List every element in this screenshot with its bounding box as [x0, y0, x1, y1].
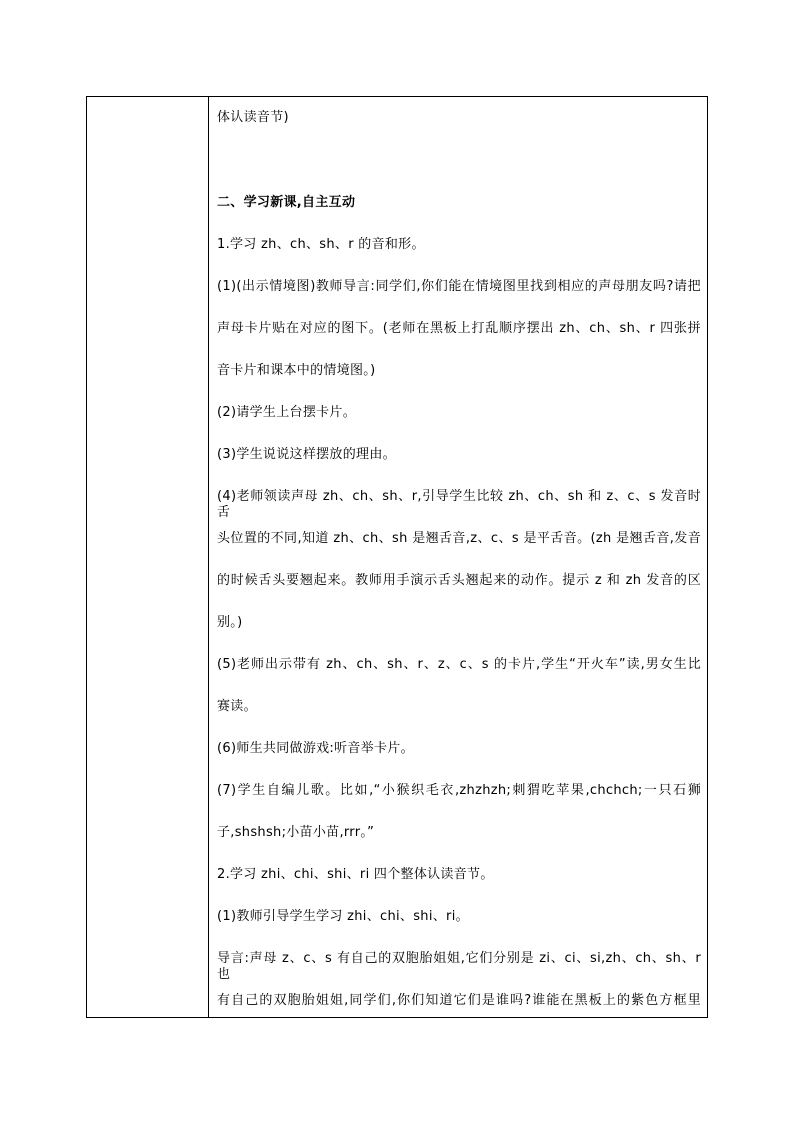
text-line: (1)教师引导学生学习 zhi、chi、shi、ri。: [217, 909, 469, 924]
text-line: 1.学习 zh、ch、sh、r 的音和形。: [217, 237, 425, 252]
text-line: (4)老师领读声母 zh、ch、sh、r,引导学生比较 zh、ch、sh 和 z、c、s 发音时舌: [217, 489, 701, 520]
text-line: 头位置的不同,知道 zh、ch、sh 是翘舌音,z、c、s 是平舌音。(zh 是翘舌音,发音: [217, 531, 701, 546]
text-line: 别。): [217, 615, 243, 630]
text-line: 体认读音节): [217, 110, 289, 125]
column-divider: [208, 97, 209, 1017]
section-heading: 二、学习新课,自主互动: [217, 195, 356, 210]
text-line: (6)师生共同做游戏:听音举卡片。: [217, 741, 414, 756]
text-line: 声母卡片贴在对应的图下。(老师在黑板上打乱顺序摆出 zh、ch、sh、r 四张拼: [217, 321, 701, 336]
text-line: (1)(出示情境图)教师导言:同学们,你们能在情境图里找到相应的声母朋友吗?请把: [217, 279, 701, 294]
text-line: 音卡片和课本中的情境图。): [217, 363, 376, 378]
text-line: 子,shshsh;小苗小苗,rrr。”: [217, 825, 375, 840]
text-line: 的时候舌头要翘起来。教师用手演示舌头翘起来的动作。提示 z 和 zh 发音的区: [217, 573, 701, 588]
text-line: (2)请学生上台摆卡片。: [217, 405, 357, 420]
text-line: (5)老师出示带有 zh、ch、sh、r、z、c、s 的卡片,学生“开火车”读,男女生比: [217, 657, 701, 672]
lesson-plan-table: [86, 96, 708, 1018]
text-line: 导言:声母 z、c、s 有自己的双胞胎姐姐,它们分别是 zi、ci、si,zh、ch、sh、r 也: [217, 951, 701, 982]
text-line: 赛读。: [217, 699, 257, 714]
text-line: (7)学生自编儿歌。比如,“小猴织毛衣,zhzhzh;刺猬吃苹果,chchch;一只石狮: [217, 783, 701, 798]
text-line: (3)学生说说这样摆放的理由。: [217, 447, 396, 462]
text-line: 2.学习 zhi、chi、shi、ri 四个整体认读音节。: [217, 867, 494, 882]
text-line: 有自己的双胞胎姐姐,同学们,你们知道它们是谁吗?谁能在黑板上的紫色方框里: [217, 993, 701, 1008]
